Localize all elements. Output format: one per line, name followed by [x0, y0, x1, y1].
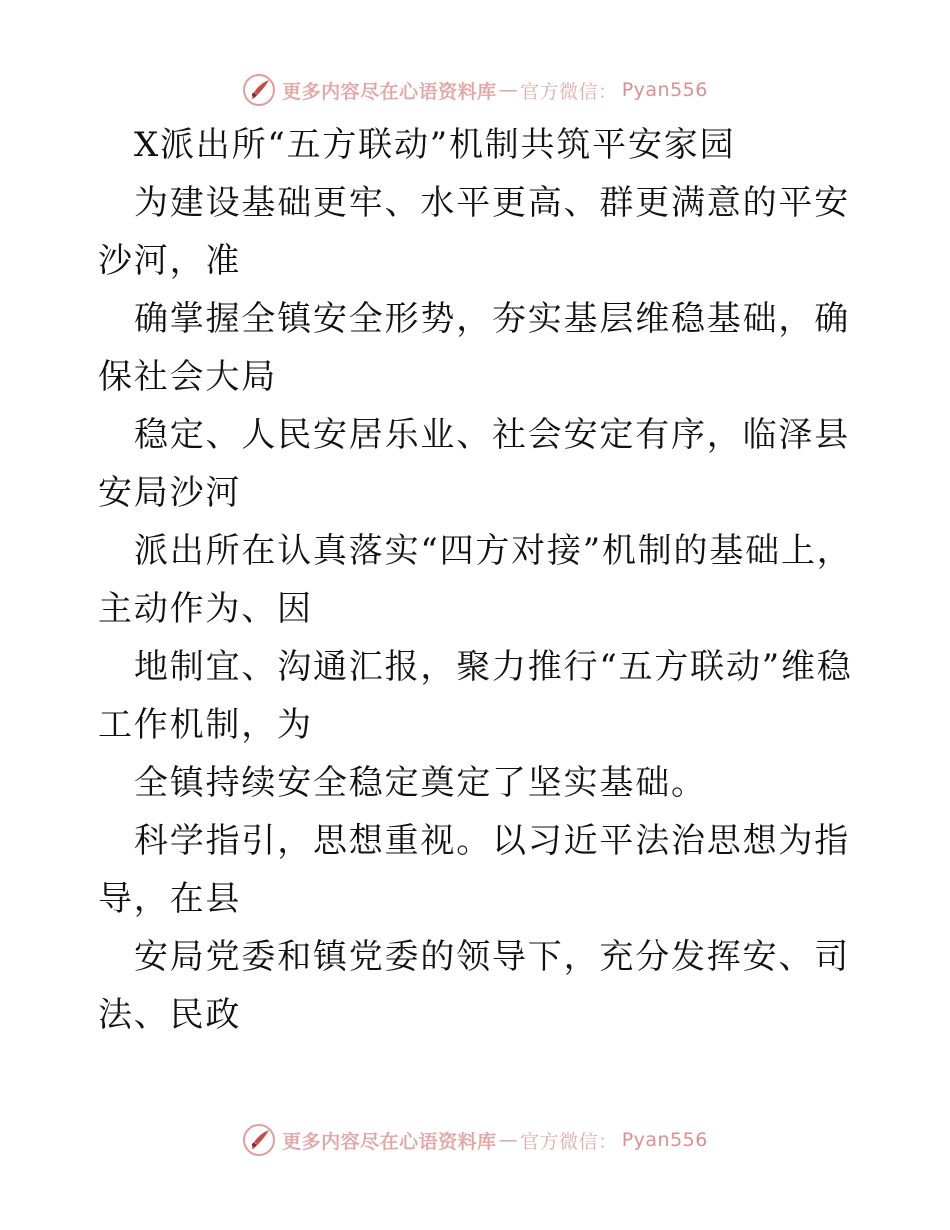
paragraph-line: 为建设基础更牢、水平更高、群更满意的平安沙河，准 — [98, 183, 850, 281]
watermark-separator: — — [498, 1129, 519, 1151]
watermark-separator: — — [498, 79, 519, 101]
watermark-wechat-id: Pyan556 — [621, 79, 708, 101]
watermark-wechat-id: Pyan556 — [621, 1129, 708, 1151]
paragraph-line: 全镇持续安全稳定奠定了坚实基础。 — [134, 763, 707, 803]
quill-logo-icon — [242, 73, 276, 107]
watermark-text — [282, 1127, 708, 1154]
paragraph-line: 派出所在认真落实“四方对接”机制的基础上，主动作为、因 — [98, 531, 853, 629]
watermark-main: 更多内容尽在心语资料库 — [282, 80, 497, 103]
watermark-text — [282, 77, 708, 104]
footer-watermark — [0, 1120, 950, 1160]
paragraph-line: 确掌握全镇安全形势，夯实基层维稳基础，确保社会大局 — [98, 299, 850, 397]
paragraph-line: 科学指引，思想重视。以习近平法治思想为指导，在县 — [98, 821, 850, 919]
paragraph-line: 稳定、人民安居乐业、社会安定有序，临泽县安局沙河 — [98, 415, 850, 513]
paragraph-line: 地制宜、沟通汇报，聚力推行“五方联动”维稳工作机制，为 — [98, 647, 853, 745]
watermark-main: 更多内容尽在心语资料库 — [282, 1130, 497, 1153]
header-watermark — [0, 70, 950, 110]
document-body — [98, 116, 858, 1044]
paragraph-line: 安局党委和镇党委的领导下，充分发挥安、司法、民政 — [98, 937, 850, 1035]
watermark-wechat-label: 官方微信： — [520, 1130, 618, 1153]
quill-logo-icon — [242, 1123, 276, 1157]
watermark-wechat-label: 官方微信： — [520, 80, 618, 103]
document-title: X派出所“五方联动”机制共筑平安家园 — [134, 125, 736, 165]
